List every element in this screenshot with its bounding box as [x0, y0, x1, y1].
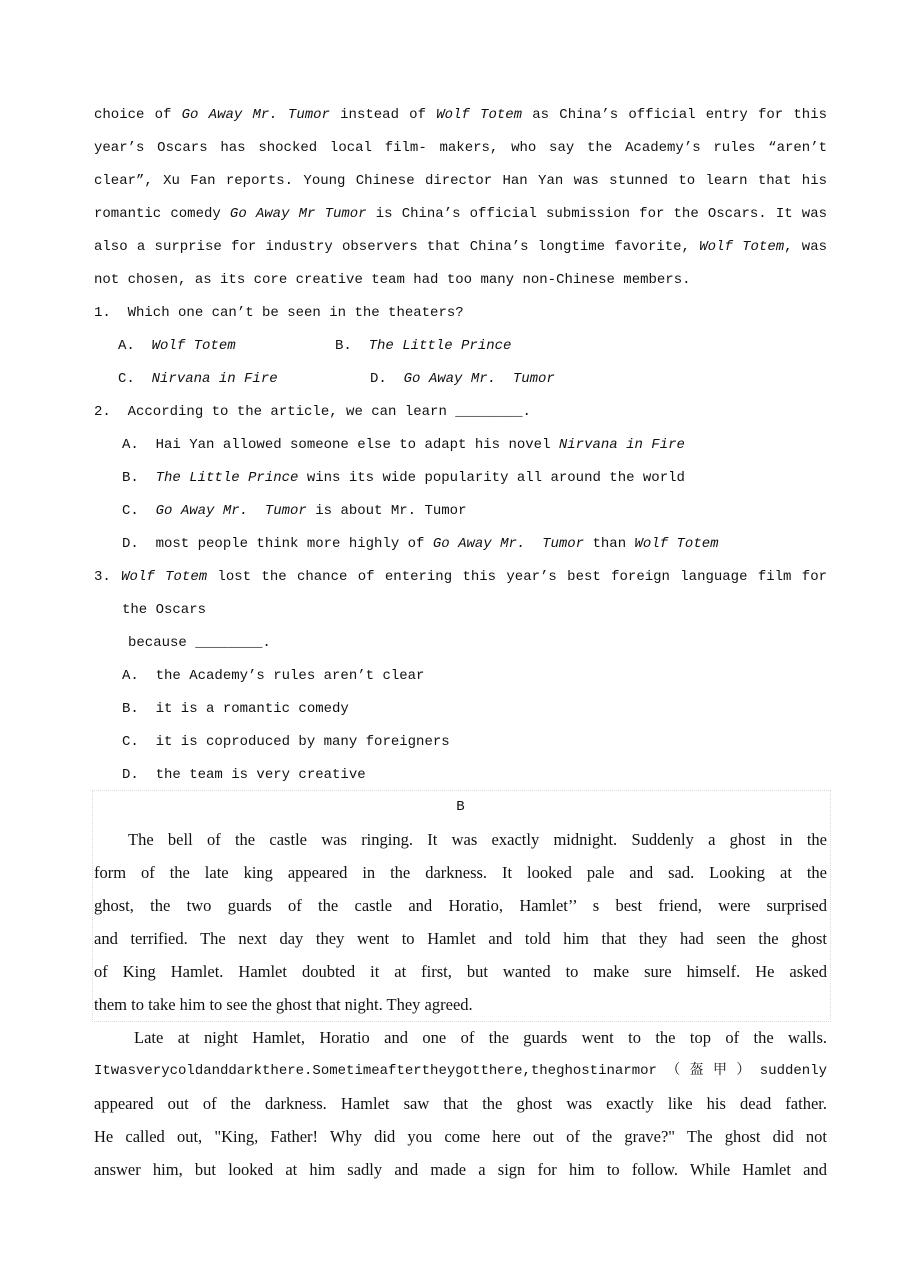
- text-segment: Late at night Hamlet, Horatio and one of the guards went to the top of the walls.: [134, 1028, 827, 1047]
- italic-title-text: Go Away Mr. Tumor: [432, 536, 585, 552]
- text-line: [94, 170, 827, 192]
- text-segment: ghost, the two guards of the castle and Horatio, Hamlet’’ s best friend, were surprised: [94, 896, 827, 915]
- section-heading: [94, 796, 827, 818]
- text-line: [94, 104, 827, 126]
- text-line: [94, 203, 827, 225]
- text-line: [122, 665, 827, 687]
- text-segment: is about Mr. Tumor: [306, 503, 467, 519]
- italic-title-text: The Little Prince: [368, 338, 512, 354]
- text-segment: The bell of the castle was ringing. It was exactly midnight. Suddenly a ghost in the: [128, 830, 827, 849]
- text-segment: 2. According to the article, we can learn ________.: [94, 404, 531, 420]
- text-line: [94, 1159, 827, 1181]
- text-line: [122, 434, 827, 456]
- text-line: [122, 533, 827, 555]
- text-line: [134, 1027, 827, 1049]
- text-line: [94, 895, 827, 917]
- text-line: [94, 1126, 827, 1148]
- text-line: [128, 632, 828, 654]
- text-line: [128, 829, 827, 851]
- text-segment: form of the late king appeared in the darkness. It looked pale and sad. Looking at the: [94, 863, 827, 882]
- text-line: [118, 335, 318, 357]
- text-segment: Itwasverycoldanddarkthere.Sometimeaftertheygotthere,theghostinarmor（盔甲）suddenly: [94, 1063, 827, 1079]
- text-segment: romantic comedy: [94, 206, 230, 222]
- text-line: [94, 302, 827, 324]
- italic-title-text: Wolf Totem: [121, 569, 208, 585]
- text-line: [94, 1093, 827, 1115]
- italic-title-text: Go Away Mr. Tumor: [181, 107, 330, 123]
- text-segment: B. it is a romantic comedy: [122, 701, 349, 717]
- italic-title-text: Wolf Totem: [634, 536, 719, 552]
- italic-title-text: Wolf Totem: [151, 338, 236, 354]
- text-segment: B: [456, 799, 465, 815]
- text-segment: A. Hai Yan allowed someone else to adapt his novel: [122, 437, 559, 453]
- text-segment: 3.: [94, 569, 122, 585]
- text-segment: C.: [118, 371, 152, 387]
- text-segment: than: [584, 536, 635, 552]
- italic-title-text: The Little Prince: [155, 470, 299, 486]
- text-line: [122, 698, 827, 720]
- text-line: [122, 731, 827, 753]
- text-line: [94, 862, 827, 884]
- text-line: [94, 1060, 827, 1082]
- italic-title-text: Wolf Totem: [436, 107, 523, 123]
- text-line: [94, 566, 827, 588]
- text-line: [94, 137, 827, 159]
- text-segment: 1. Which one can’t be seen in the theaters?: [94, 305, 464, 321]
- text-line: [94, 961, 827, 983]
- text-segment: the Oscars: [122, 602, 207, 618]
- text-line: [118, 368, 318, 390]
- text-line: [370, 368, 670, 390]
- text-segment: clear”, Xu Fan reports. Young Chinese director Han Yan was stunned to learn that his: [94, 173, 827, 189]
- text-line: [335, 335, 635, 357]
- text-segment: wins its wide popularity all around the world: [298, 470, 685, 486]
- text-segment: C.: [122, 503, 156, 519]
- text-line: [122, 764, 827, 786]
- text-segment: of King Hamlet. Hamlet doubted it at first, but wanted to make sure himself. He asked: [94, 962, 827, 981]
- text-segment: B.: [122, 470, 156, 486]
- text-line: [94, 401, 827, 423]
- italic-title-text: Go Away Mr. Tumor: [403, 371, 555, 387]
- text-line: [122, 500, 827, 522]
- text-segment: He called out, "King, Father! Why did you come here out of the grave?" The ghost did not: [94, 1127, 827, 1146]
- text-segment: B.: [335, 338, 369, 354]
- text-segment: lost the chance of entering this year’s best foreign language film for: [207, 569, 827, 585]
- text-line: [94, 928, 827, 950]
- text-segment: D. most people think more highly of: [122, 536, 433, 552]
- text-segment: instead of: [329, 107, 437, 123]
- text-segment: C. it is coproduced by many foreigners: [122, 734, 450, 750]
- text-segment: also a surprise for industry observers that China’s longtime favorite,: [94, 239, 700, 255]
- text-segment: answer him, but looked at him sadly and made a sign for him to follow. While Hamlet and: [94, 1160, 827, 1179]
- text-line: [94, 269, 827, 291]
- text-segment: D.: [370, 371, 404, 387]
- text-segment: because ________.: [128, 635, 271, 651]
- italic-title-text: Nirvana in Fire: [558, 437, 685, 453]
- text-segment: appeared out of the darkness. Hamlet saw that the ghost was exactly like his dead father.: [94, 1094, 827, 1113]
- text-segment: , was: [784, 239, 828, 255]
- text-line: [122, 467, 827, 489]
- text-segment: A.: [118, 338, 152, 354]
- text-line: [94, 994, 827, 1016]
- italic-title-text: Nirvana in Fire: [151, 371, 278, 387]
- text-line: [122, 599, 827, 621]
- text-line: [94, 236, 827, 258]
- text-segment: and terrified. The next day they went to Hamlet and told him that they had seen the ghost: [94, 929, 827, 948]
- text-segment: is China’s official submission for the Oscars. It was: [366, 206, 827, 222]
- text-segment: year’s Oscars has shocked local film- makers, who say the Academy’s rules “aren’t: [94, 140, 827, 156]
- text-segment: D. the team is very creative: [122, 767, 366, 783]
- italic-title-text: Wolf Totem: [699, 239, 785, 255]
- italic-title-text: Go Away Mr. Tumor: [155, 503, 307, 519]
- text-segment: A. the Academy’s rules aren’t clear: [122, 668, 425, 684]
- text-segment: choice of: [94, 107, 182, 123]
- text-segment: as China’s official entry for this: [522, 107, 828, 123]
- text-segment: them to take him to see the ghost that night. They agreed.: [94, 995, 473, 1014]
- text-segment: not chosen, as its core creative team had too many non-Chinese members.: [94, 272, 691, 288]
- italic-title-text: Go Away Mr Tumor: [229, 206, 367, 222]
